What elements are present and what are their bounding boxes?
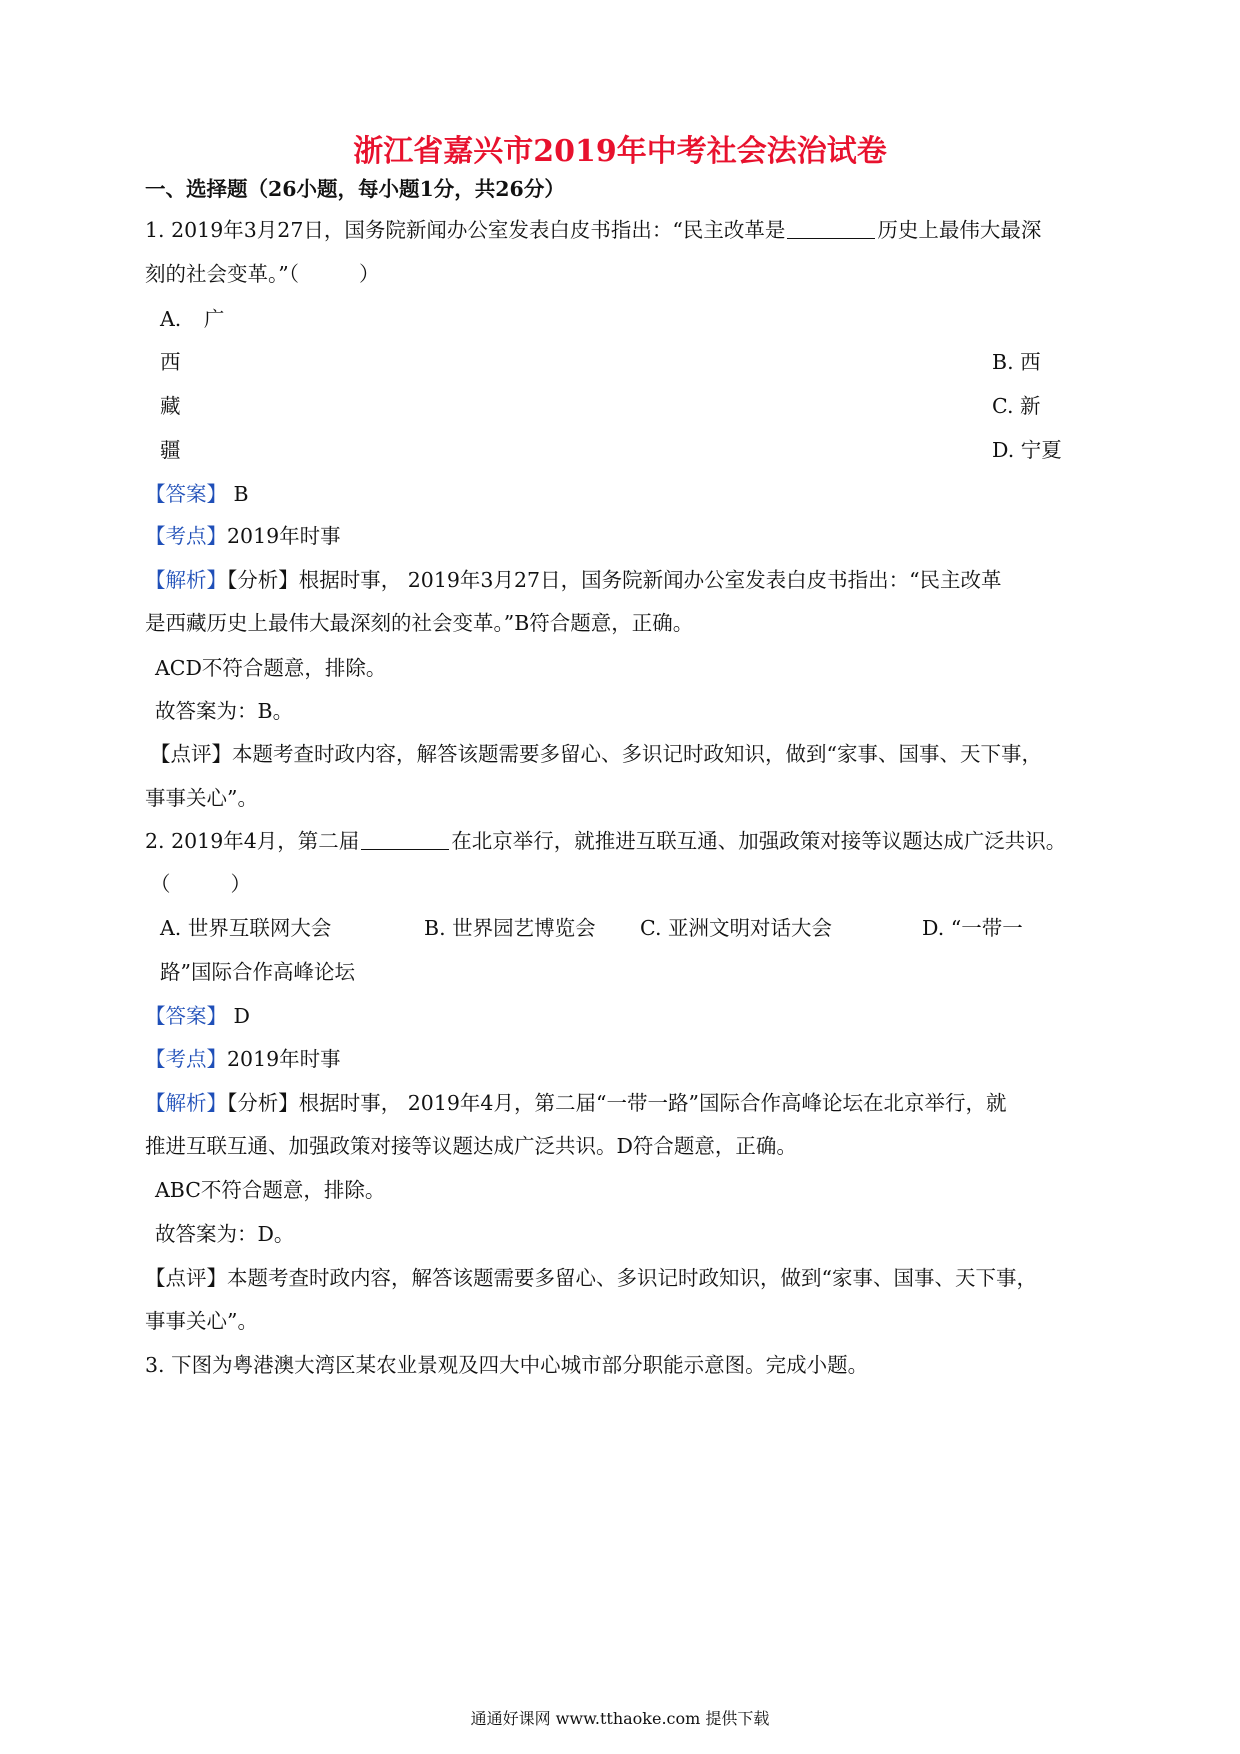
q2-stem-line-2 (150, 870, 251, 898)
q2-point-value: 2019年时事 (227, 1047, 341, 1071)
q1-option-a (160, 305, 224, 333)
q1-option-a-wrap: 西 (160, 350, 181, 374)
q1-stem-part-c: 刻的社会变革。”（ (145, 262, 299, 286)
q2-comment-line-2: 事事关心”。 (145, 1309, 258, 1333)
q2-answer-value: D (233, 1004, 250, 1028)
q2-point (145, 1045, 341, 1073)
section-heading: 一、选择题（26小题，每小题1分，共26分） (145, 177, 565, 201)
q1-stem-part-b: 历史上最伟大最深 (877, 218, 1042, 242)
q1-stem-close: ） (358, 262, 380, 286)
q1-answer (145, 480, 249, 508)
q2-analysis-line-4: 故答案为：D。 (155, 1222, 295, 1246)
q1-analysis-line-4: 故答案为：B。 (155, 699, 294, 723)
q1-stem-line-2 (145, 260, 379, 288)
q1-answer-value: B (233, 482, 249, 506)
q2-option-d: D. “一带一 (922, 916, 1023, 940)
q2-analysis-line-3: ABC不符合题意，排除。 (155, 1178, 386, 1202)
q2-option-d-wrap: 路”国际合作高峰论坛 (160, 960, 355, 984)
q1-answer-tag: 【答案】 (145, 482, 227, 506)
q1-analysis-line-3: ACD不符合题意，排除。 (155, 656, 387, 680)
q2-analysis-line-2: 推进互联互通、加强政策对接等议题达成广泛共识。D符合题意，正确。 (145, 1134, 797, 1158)
q2-option-b: B. 世界园艺博览会 (424, 916, 596, 940)
q1-comment-line-2: 事事关心”。 (145, 786, 258, 810)
q1-point (145, 522, 341, 550)
q1-analysis-line-2: 是西藏历史上最伟大最深刻的社会变革。”B符合题意，正确。 (145, 611, 694, 635)
q1-point-tag: 【考点】 (145, 524, 227, 548)
q2-option-a: A. 世界互联网大会 (160, 916, 332, 940)
q2-comment-line-1: 【点评】本题考查时政内容，解答该题需要多留心、多识记时政知识，做到“家事、国事、天下事， (145, 1266, 1037, 1290)
q1-option-a-label: A. (160, 307, 182, 331)
page-title: 浙江省嘉兴市2019年中考社会法治试卷 (353, 134, 887, 169)
q1-analysis-text-1: 【分析】根据时事， 2019年3月27日，国务院新闻办公室发表白皮书指出：“民主改革 (227, 568, 1002, 592)
q2-stem-part-a: 2. 2019年4月，第二届 (145, 829, 360, 853)
q2-analysis-text-1: 【分析】根据时事， 2019年4月，第二届“一带一路”国际合作高峰论坛在北京举行，就 (227, 1091, 1007, 1115)
q2-analysis-tag: 【解析】 (145, 1091, 227, 1115)
q1-blank (787, 218, 875, 239)
q1-analysis-tag: 【解析】 (145, 568, 227, 592)
q2-stem-close: ） (230, 872, 251, 896)
q1-point-value: 2019年时事 (227, 524, 341, 548)
q2-stem-part-c: （ (150, 872, 171, 896)
q1-option-d: D. 宁夏 (992, 438, 1062, 462)
q1-stem-line-1 (145, 216, 1041, 244)
q1-analysis-line-1 (145, 566, 1002, 594)
q2-stem-part-b: 在北京举行，就推进互联互通、加强政策对接等议题达成广泛共识。 (451, 829, 1067, 853)
q1-option-c-wrap: 疆 (160, 438, 181, 462)
q2-point-tag: 【考点】 (145, 1047, 227, 1071)
q3-stem: 3. 下图为粤港澳大湾区某农业景观及四大中心城市部分职能示意图。完成小题。 (145, 1353, 869, 1377)
q2-blank (361, 829, 449, 850)
q2-answer (145, 1002, 250, 1030)
q2-stem-line-1 (145, 827, 1066, 855)
q1-option-c: C. 新 (992, 394, 1041, 418)
q2-option-c: C. 亚洲文明对话大会 (640, 916, 832, 940)
q1-option-a-text: 广 (203, 307, 225, 331)
q1-option-b-wrap: 藏 (160, 394, 181, 418)
q1-comment-line-1: 【点评】本题考查时政内容，解答该题需要多留心、多识记时政知识，做到“家事、国事、天下事， (150, 742, 1042, 766)
q2-answer-tag: 【答案】 (145, 1004, 227, 1028)
page-footer: 通通好课网 www.tthaoke.com 提供下载 (470, 1709, 770, 1728)
q2-analysis-line-1 (145, 1089, 1006, 1117)
q1-stem-part-a: 1. 2019年3月27日，国务院新闻办公室发表白皮书指出：“民主改革是 (145, 218, 786, 242)
q1-option-b: B. 西 (992, 350, 1041, 374)
